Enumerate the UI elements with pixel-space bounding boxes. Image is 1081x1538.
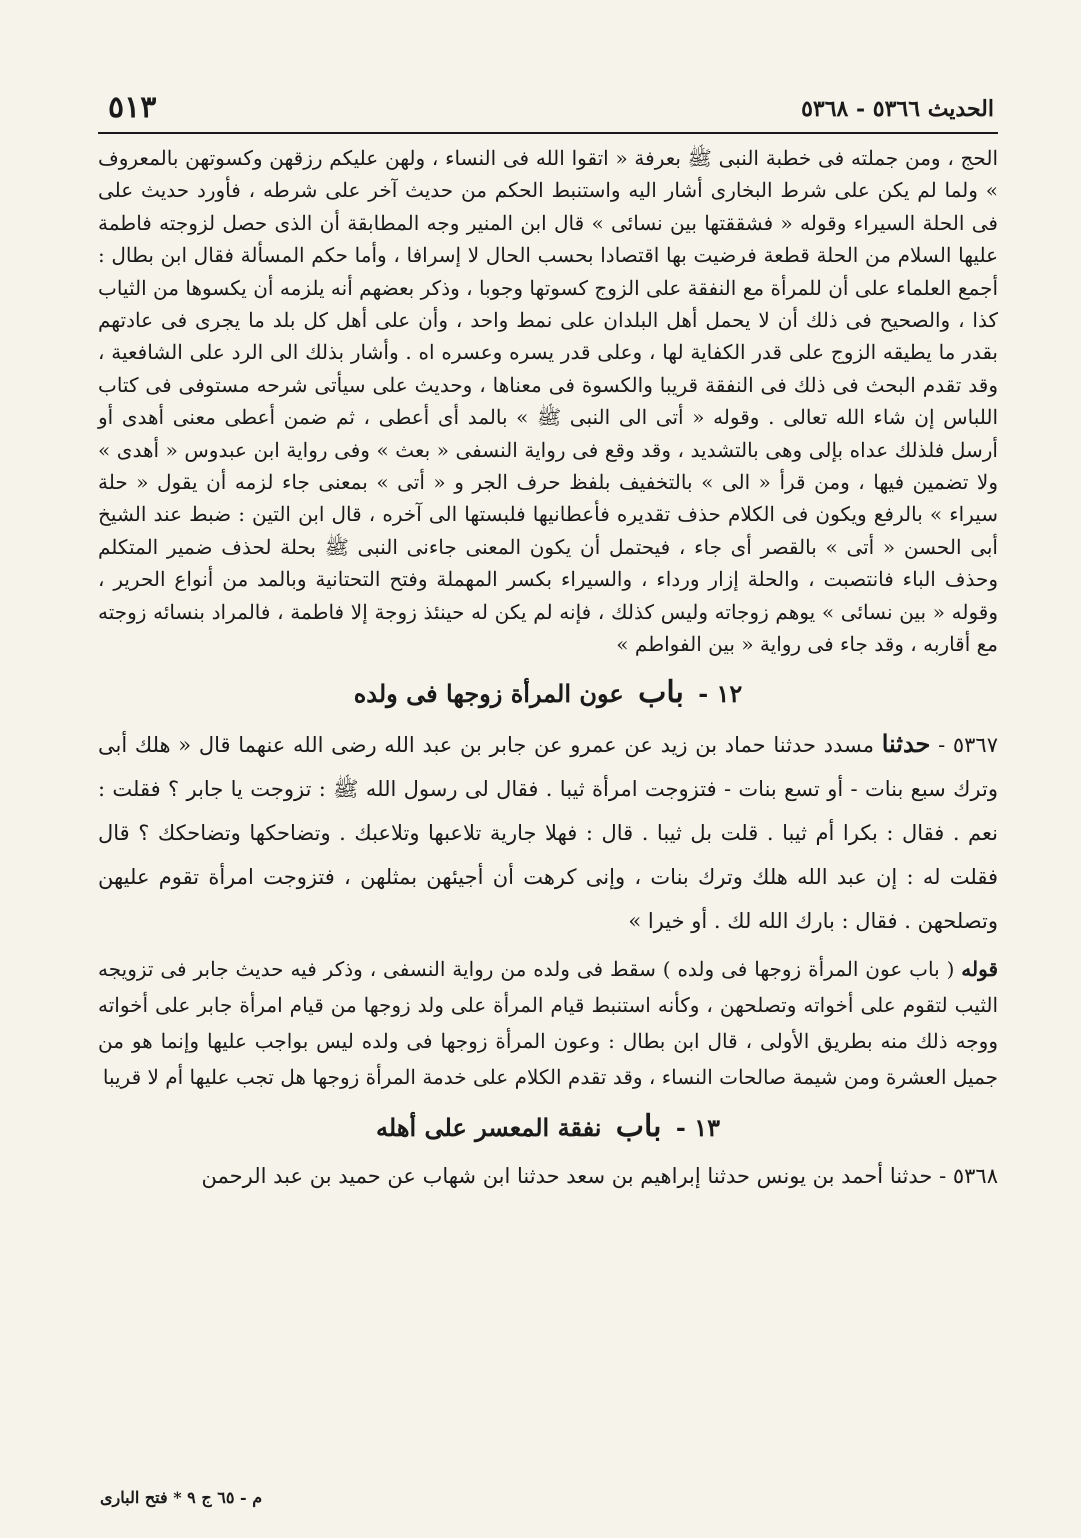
hadith-number: ٥٣٦٨ - xyxy=(939,1163,998,1188)
chapter-12-heading xyxy=(98,675,998,710)
chapter-title: عون المرأة زوجها فى ولده xyxy=(353,678,624,708)
hadith-number: ٥٣٦٧ - xyxy=(938,732,998,757)
hadith-haddathana: حدثنا xyxy=(889,1163,933,1188)
hadith-5367-text xyxy=(98,722,998,943)
chapter-bab-label: باب xyxy=(615,1108,662,1144)
hadith-5367 xyxy=(98,722,998,943)
commentary-mid-text: ( باب عون المرأة زوجها فى ولده ) سقط فى ولده من رواية النسفى ، وذكر فيه حديث جابر فى تزويجه الثيب لتقوم على أخواته وتصلحهن ، وكأنه استنبط قيام المرأة على ولد زوجها من قيام امرأة جابر على أخواته ووجه ذلك منه بطريق الأولى ، قال ابن بطال : وعون المرأة زوجها فى ولده ليس بواجب عليها وإنما هو من جميل العشرة ومن شيمة صالحات النساء ، وقد تقدم الكلام على خدمة المرأة زوجها هل تجب عليها أم لا قريبا xyxy=(98,956,998,1089)
chapter-13-heading xyxy=(98,1109,998,1144)
page-header xyxy=(98,86,998,134)
commentary-mid-paragraph xyxy=(98,951,998,1095)
chapter-title: نفقة المعسر على أهله xyxy=(376,1112,602,1142)
commentary-mid xyxy=(98,951,998,1095)
running-title: الحديث ٥٣٦٦ - ٥٣٦٨ xyxy=(801,96,994,122)
commentary-top xyxy=(98,142,998,661)
chapter-number: ١٣ - xyxy=(675,1112,720,1142)
footer-signature: م - ٦٥ ج ٩ * فتح البارى xyxy=(100,1488,263,1507)
chapter-bab-label: باب xyxy=(638,674,684,710)
commentary-lead: قوله xyxy=(961,956,999,981)
page-number: ٥١٣ xyxy=(108,90,157,125)
hadith-5368 xyxy=(98,1156,998,1196)
hadith-5368-text xyxy=(98,1156,998,1196)
page xyxy=(98,86,998,1196)
chapter-number: ١٢ - xyxy=(698,678,743,708)
hadith-body: أحمد بن يونس حدثنا إبراهيم بن سعد حدثنا ابن شهاب عن حميد بن عبد الرحمن xyxy=(201,1163,884,1188)
hadith-haddathana: حدثنا xyxy=(881,728,931,758)
hadith-body: مسدد حدثنا حماد بن زيد عن عمرو عن جابر بن عبد الله رضى الله عنهما قال « هلك أبى وترك سبع بنات - أو تسع بنات - فتزوجت امرأة ثيبا . فقال لى رسول الله ﷺ : تزوجت يا جابر ؟ فقلت : نعم . فقال : بكرا أم ثيبا . قلت بل ثيبا . قال : فهلا جارية تلاعبها وتلاعبك . وتضاحكها وتضاحكك ؟ قال فقلت له : إن عبد الله هلك وترك بنات ، وإنى كرهت أن أجيئهن بمثلهن ، فتزوجت امرأة تقوم عليهن وتصلحهن . فقال : بارك الله لك . أو خيرا » xyxy=(98,732,998,933)
commentary-top-paragraph: الحج ، ومن جملته فى خطبة النبى ﷺ بعرفة « اتقوا الله فى النساء ، ولهن عليكم رزقهن وكسوتهن بالمعروف » ولما لم يكن على شرط البخارى أشار اليه واستنبط الحكم من حديث آخر على شرطه ، فأورد حديث على فى الحلة السيراء وقوله « فشققتها بين نسائى » قال ابن المنير وجه المطابقة أن الذى حصل لزوجته فاطمة عليها السلام من الحلة قطعة فرضيت بها اقتصادا بحسب الحال لا إسرافا ، وأما حكم المسألة فقال ابن بطال : أجمع العلماء على أن للمرأة مع النفقة على الزوج كسوتها وجوبا ، وذكر بعضهم أنه يلزمه أن يكسوها من الثياب كذا ، والصحيح فى ذلك أن لا يحمل أهل البلدان على نمط واحد ، وأن على أهل كل بلد ما يجرى فى عادتهم بقدر ما يطيقه الزوج على قدر الكفاية لها ، وعلى قدر يسره وعسره اه . وأشار بذلك الى الرد على الشافعية ، وقد تقدم البحث فى ذلك فى النفقة قريبا والكسوة فى معناها ، وحديث على سيأتى شرحه مستوفى فى كتاب اللباس إن شاء الله تعالى . وقوله « أتى الى النبى ﷺ » بالمد أى أعطى ، ثم ضمن أعطى معنى أهدى أو أرسل فلذلك عداه بإلى وهى بالتشديد ، وقد وقع فى رواية النسفى « بعث » وفى رواية ابن عبدوس « أهدى » ولا تضمين فيها ، ومن قرأ « الى » بالتخفيف بلفظ حرف الجر و « أتى » بمعنى جاء لزمه أن يقول « حلة سيراء » بالرفع ويكون فى الكلام حذف تقديره فأعطانيها فلبستها الى آخره ، قال ابن التين : ضبط عند الشيخ أبى الحسن « أتى » بالقصر أى جاء ، فيحتمل أن يكون المعنى جاءنى النبى ﷺ بحلة لحذف ضمير المتكلم وحذف الباء فانتصبت ، والحلة إزار ورداء ، والسيراء بكسر المهملة وفتح التحتانية وبالمد من أنواع الحرير ، وقوله « بين نسائى » يوهم زوجاته وليس كذلك ، فإنه لم يكن له حينئذ زوجة إلا فاطمة ، فالمراد بنسائه زوجته مع أقاربه ، وقد جاء فى رواية « بين الفواطم » xyxy=(98,146,998,657)
